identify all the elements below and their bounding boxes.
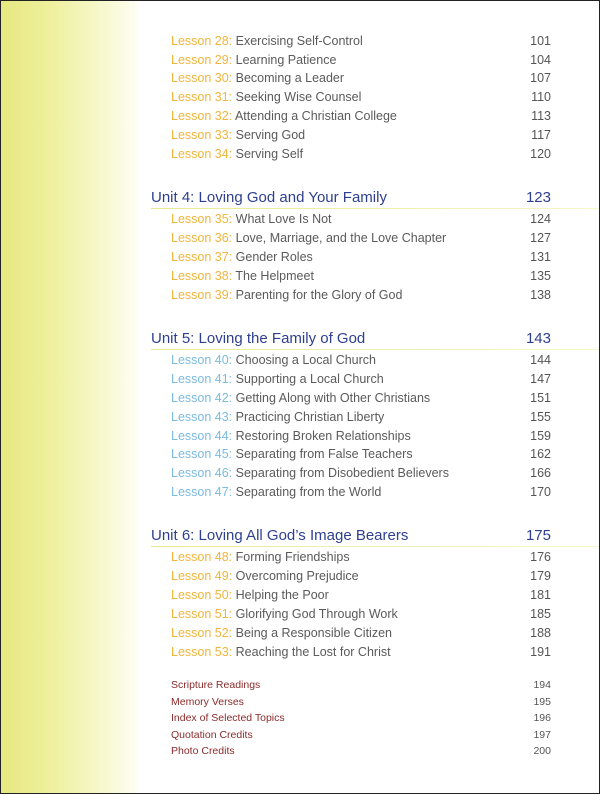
unit-title: Unit 4: Loving God and Your Family [151, 189, 387, 206]
toc-lesson-row[interactable] [171, 32, 553, 51]
lesson-number: Lesson 49: [171, 569, 236, 583]
toc-lesson-row[interactable] [171, 229, 553, 248]
page-number: 195 [533, 696, 551, 708]
back-matter-row[interactable] [171, 743, 553, 760]
toc-lesson-row[interactable] [171, 483, 553, 502]
lesson-title: Supporting a Local Church [235, 372, 384, 386]
lesson-number: Lesson 37: [171, 250, 236, 264]
toc-lesson-row[interactable] [171, 548, 553, 567]
toc-lesson-row[interactable] [171, 286, 553, 305]
unit-divider [151, 208, 600, 209]
lesson-title: What Love Is Not [235, 212, 332, 226]
lesson-number: Lesson 33: [171, 128, 236, 142]
lesson-number: Lesson 44: [171, 429, 236, 443]
toc-lesson-row[interactable] [171, 464, 553, 483]
page-number: 179 [530, 569, 551, 583]
lesson-number: Lesson 46: [171, 466, 236, 480]
back-matter-title: Photo Credits [171, 745, 235, 757]
lesson-title: Forming Friendships [235, 550, 350, 564]
back-matter-row[interactable] [171, 677, 553, 694]
lesson-number: Lesson 30: [171, 71, 236, 85]
lesson-title: Choosing a Local Church [235, 353, 377, 367]
page-number: 155 [530, 410, 551, 424]
page-number: 110 [531, 90, 551, 104]
unit-page-number: 175 [525, 527, 551, 544]
page-number: 113 [531, 109, 551, 123]
toc-lesson-row[interactable] [171, 567, 553, 586]
unit-heading-4[interactable] [151, 187, 553, 209]
toc-lesson-row[interactable] [171, 69, 553, 88]
page-number: 170 [530, 485, 551, 499]
lesson-title: Separating from False Teachers [235, 447, 413, 461]
lesson-title: Love, Marriage, and the Love Chapter [235, 231, 447, 245]
back-matter-title: Memory Verses [171, 696, 244, 708]
unit-divider [151, 546, 600, 547]
lesson-title: Restoring Broken Relationships [235, 429, 411, 443]
page-number: 197 [533, 729, 551, 741]
lesson-number: Lesson 31: [171, 90, 236, 104]
lesson-title: Becoming a Leader [235, 71, 345, 85]
page-number: 166 [530, 466, 551, 480]
page-number: 124 [530, 212, 551, 226]
page-number: 151 [530, 391, 551, 405]
toc-lesson-row[interactable] [171, 51, 553, 70]
page-number: 131 [530, 250, 551, 264]
lesson-number: Lesson 42: [171, 391, 236, 405]
page-number: 191 [530, 645, 551, 659]
page-number: 176 [530, 550, 551, 564]
back-matter-row[interactable] [171, 710, 553, 727]
toc-lesson-row[interactable] [171, 445, 553, 464]
page-number: 194 [533, 679, 551, 691]
lesson-number: Lesson 45: [171, 447, 236, 461]
back-matter-row[interactable] [171, 727, 553, 744]
toc-content [1, 1, 599, 793]
toc-lesson-row[interactable] [171, 389, 553, 408]
page-number: 120 [530, 147, 551, 161]
lesson-number: Lesson 29: [171, 53, 236, 67]
toc-lesson-row[interactable] [171, 267, 553, 286]
page-number: 185 [530, 607, 551, 621]
lesson-number: Lesson 51: [171, 607, 236, 621]
unit-title: Unit 6: Loving All God’s Image Bearers [151, 527, 409, 544]
lesson-title: Being a Responsible Citizen [235, 626, 392, 640]
lesson-title: Overcoming Prejudice [235, 569, 359, 583]
lesson-title: Learning Patience [235, 53, 337, 67]
page-number: 135 [530, 269, 551, 283]
toc-lesson-row[interactable] [171, 586, 553, 605]
toc-lesson-row[interactable] [171, 351, 553, 370]
lesson-number: Lesson 40: [171, 353, 236, 367]
page-number: 200 [533, 745, 551, 757]
lesson-title: Serving Self [235, 147, 304, 161]
unit-heading-6[interactable] [151, 525, 553, 547]
lesson-number: Lesson 50: [171, 588, 236, 602]
page-number: 188 [530, 626, 551, 640]
toc-lesson-row[interactable] [171, 643, 553, 662]
back-matter-row[interactable] [171, 694, 553, 711]
lesson-number: Lesson 32: [171, 109, 235, 123]
lesson-title: Separating from the World [235, 485, 382, 499]
lesson-number: Lesson 41: [171, 372, 236, 386]
toc-lesson-row[interactable] [171, 408, 553, 427]
toc-lesson-row[interactable] [171, 624, 553, 643]
unit-title: Unit 5: Loving the Family of God [151, 330, 366, 347]
page-number: 196 [533, 712, 551, 724]
back-matter-title: Index of Selected Topics [171, 712, 285, 724]
lesson-number: Lesson 48: [171, 550, 236, 564]
page-number: 138 [530, 288, 551, 302]
lesson-number: Lesson 34: [171, 147, 236, 161]
lesson-number: Lesson 43: [171, 410, 236, 424]
unit-heading-5[interactable] [151, 328, 553, 350]
page-number: 159 [530, 429, 551, 443]
lesson-title: Reaching the Lost for Christ [235, 645, 391, 659]
lesson-number: Lesson 35: [171, 212, 236, 226]
lesson-number: Lesson 28: [171, 34, 236, 48]
lesson-title: Practicing Christian Liberty [235, 410, 385, 424]
toc-lesson-row[interactable] [171, 427, 553, 446]
lesson-number: Lesson 47: [171, 485, 236, 499]
lesson-title: The Helpmeet [235, 269, 314, 283]
toc-lesson-row[interactable] [171, 248, 553, 267]
page-number: 147 [530, 372, 551, 386]
lesson-title: Seeking Wise Counsel [235, 90, 362, 104]
unit-page-number: 123 [525, 189, 551, 206]
page-number: 127 [530, 231, 551, 245]
page-number: 107 [530, 71, 551, 85]
page-number: 181 [530, 588, 551, 602]
back-matter-title: Scripture Readings [171, 679, 261, 691]
lesson-title: Getting Along with Other Christians [235, 391, 431, 405]
lesson-title: Exercising Self-Control [235, 34, 363, 48]
lesson-number: Lesson 52: [171, 626, 236, 640]
lesson-number: Lesson 39: [171, 288, 236, 302]
back-matter-title: Quotation Credits [171, 729, 253, 741]
page-number: 144 [530, 353, 551, 367]
toc-lesson-row[interactable] [171, 126, 553, 145]
lesson-title: Serving God [235, 128, 306, 142]
lesson-title: Parenting for the Glory of God [235, 288, 403, 302]
lesson-title: Helping the Poor [235, 588, 329, 602]
toc-lesson-row[interactable] [171, 107, 553, 126]
unit-page-number: 143 [525, 330, 551, 347]
toc-lesson-row[interactable] [171, 605, 553, 624]
lesson-title: Glorifying God Through Work [235, 607, 398, 621]
toc-lesson-row[interactable] [171, 370, 553, 389]
lesson-title: Attending a Christian College [234, 109, 397, 123]
lesson-title: Separating from Disobedient Believers [235, 466, 449, 480]
toc-lesson-row[interactable] [171, 145, 553, 164]
page-number: 101 [530, 34, 551, 48]
page-number: 117 [531, 128, 551, 142]
page-number: 162 [530, 447, 551, 461]
lesson-number: Lesson 36: [171, 231, 236, 245]
lesson-number: Lesson 53: [171, 645, 236, 659]
unit-divider [151, 349, 600, 350]
lesson-title: Gender Roles [235, 250, 313, 264]
toc-lesson-row[interactable] [171, 210, 553, 229]
lesson-number: Lesson 38: [171, 269, 236, 283]
toc-lesson-row[interactable] [171, 88, 553, 107]
page-number: 104 [530, 53, 551, 67]
